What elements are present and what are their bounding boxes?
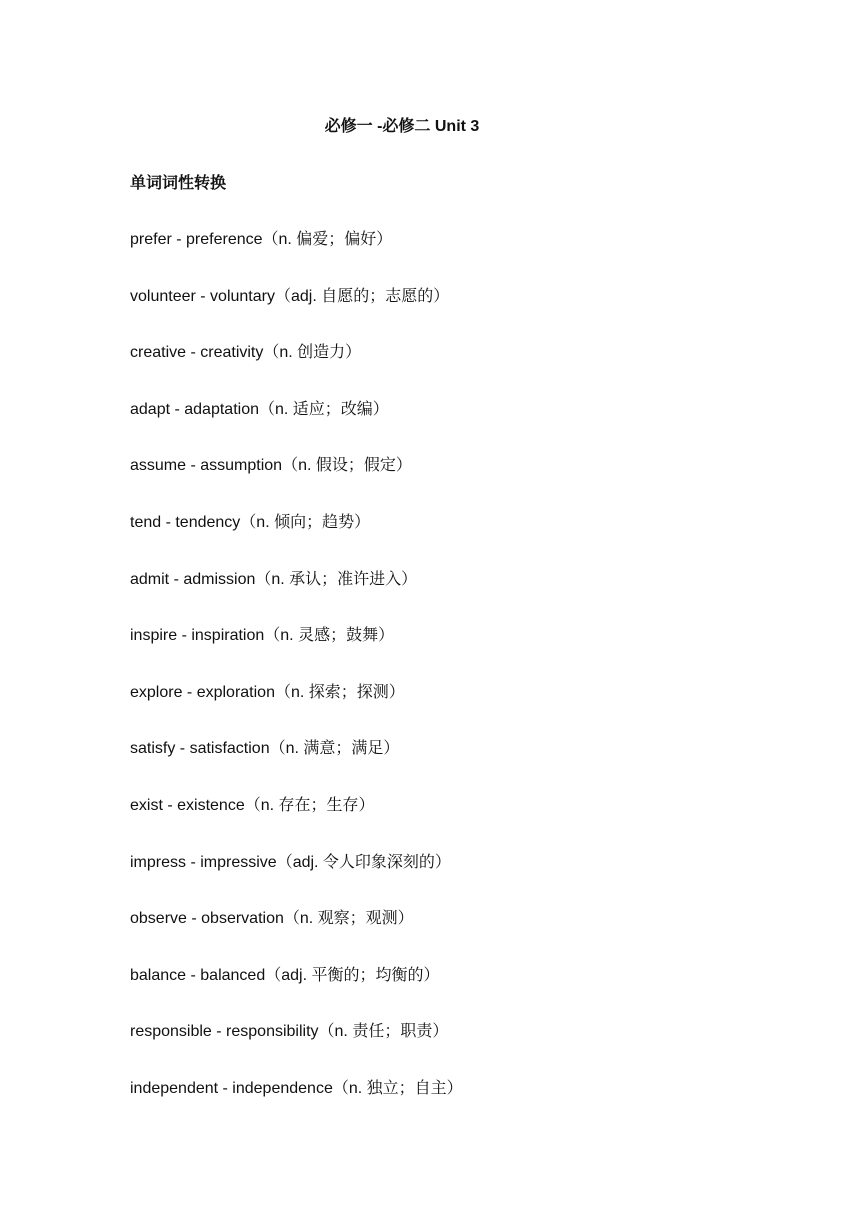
list-item: assume - assumption（n. 假设；假定） [130, 457, 412, 475]
word-conversion-list [130, 229, 463, 1135]
list-item: responsible - responsibility（n. 责任；职责） [130, 1023, 449, 1041]
list-item: inspire - inspiration（n. 灵感；鼓舞） [130, 627, 395, 645]
list-item: tend - tendency（n. 倾向；趋势） [130, 513, 371, 531]
page-title: 必修一 -必修二 Unit 3 [324, 118, 480, 135]
list-item: admit - admission（n. 承认；准许进入） [130, 570, 418, 588]
section-heading: 单词词性转换 [130, 175, 227, 192]
list-item: creative - creativity（n. 创造力） [130, 344, 362, 362]
list-item: satisfy - satisfaction（n. 满意；满足） [130, 740, 400, 758]
list-item: independent - independence（n. 独立；自主） [130, 1079, 463, 1097]
list-item: exist - existence（n. 存在；生存） [130, 796, 375, 814]
list-item: prefer - preference（n. 偏爱；偏好） [130, 231, 393, 248]
list-item: impress - impressive（adj. 令人印象深刻的） [130, 853, 451, 871]
list-item: observe - observation（n. 观察；观测） [130, 910, 414, 928]
list-item: adapt - adaptation（n. 适应；改编） [130, 400, 389, 418]
list-item: explore - exploration（n. 探索；探测） [130, 683, 405, 701]
list-item: volunteer - voluntary（adj. 自愿的；志愿的） [130, 287, 450, 305]
list-item: balance - balanced（adj. 平衡的；均衡的） [130, 966, 440, 984]
